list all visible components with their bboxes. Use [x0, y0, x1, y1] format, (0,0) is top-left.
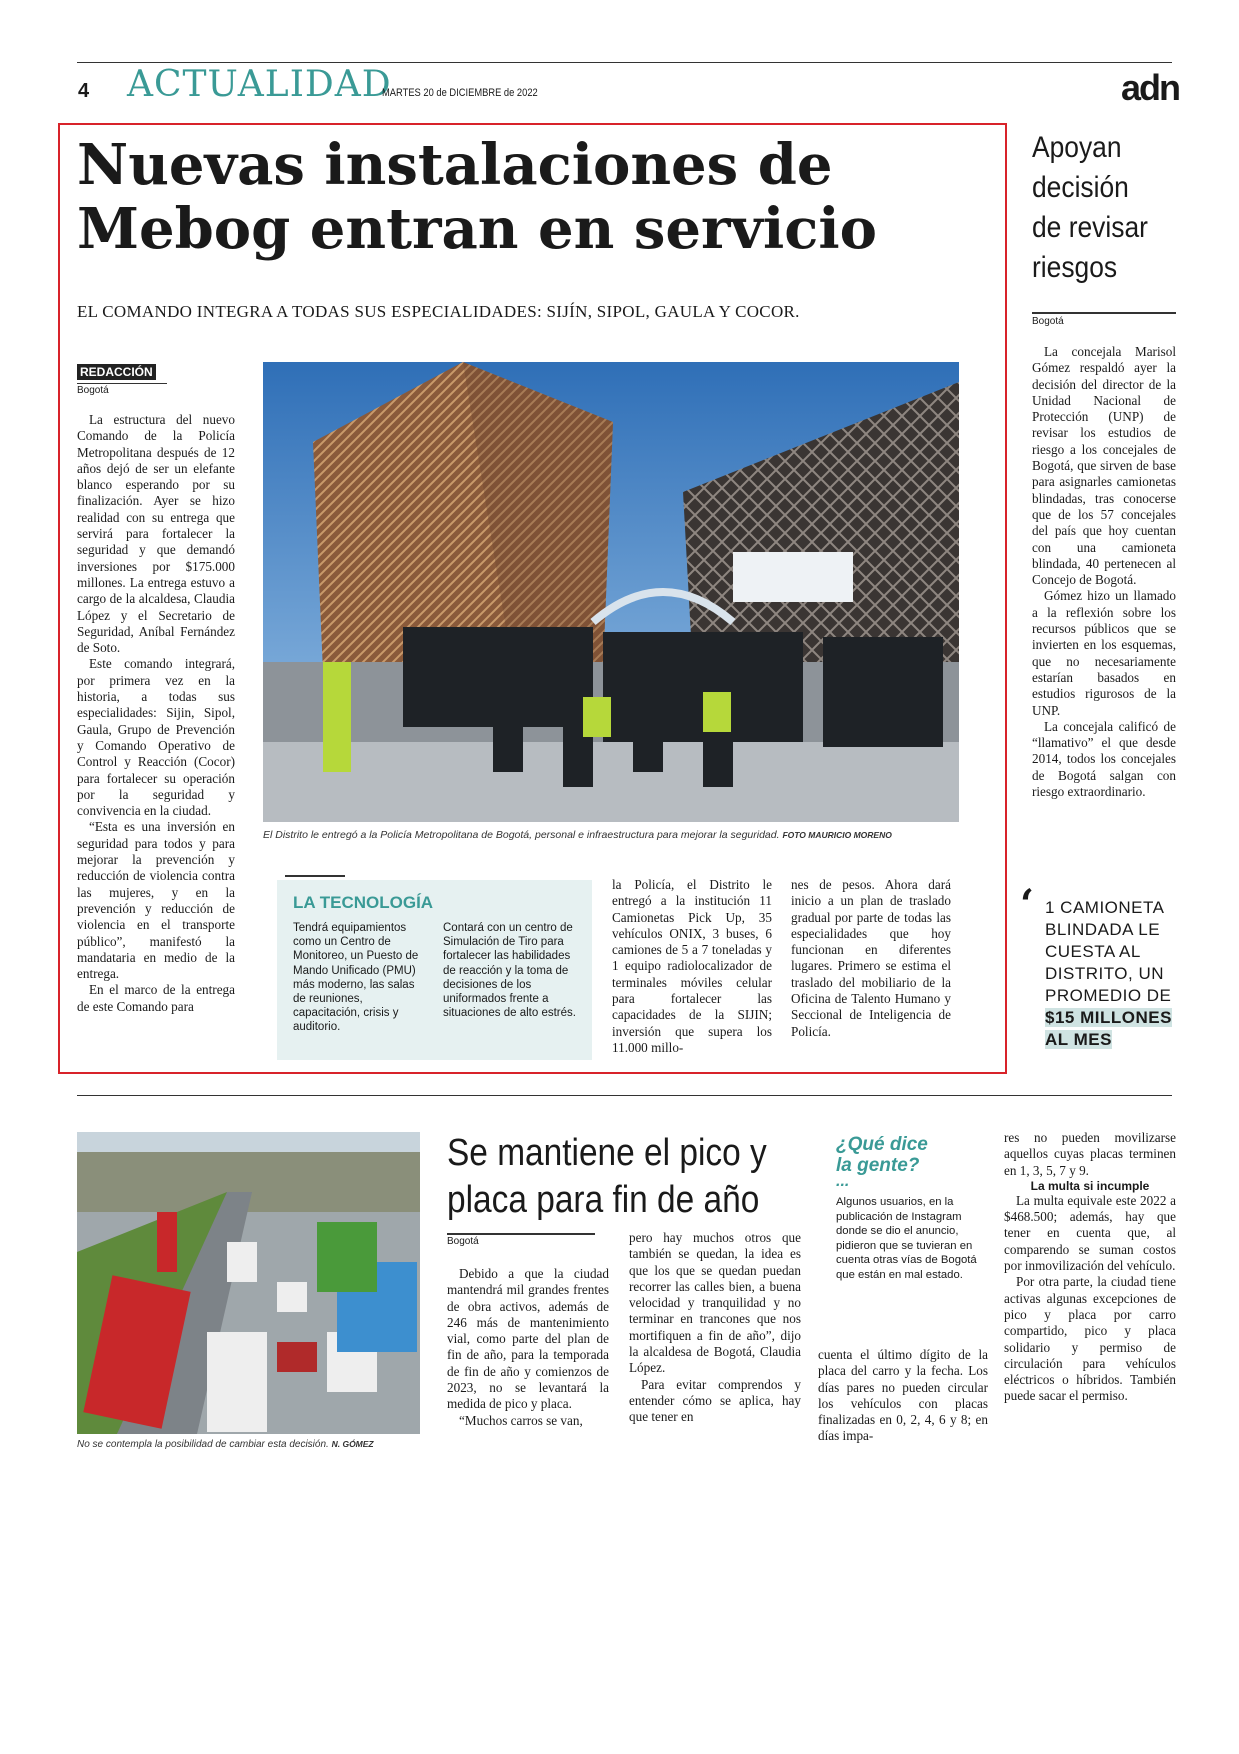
- paragraph: “Muchos carros se van,: [459, 1412, 583, 1428]
- second-column-2: [629, 1230, 801, 1426]
- byline: REDACCIÓN: [77, 364, 156, 380]
- technology-right-text: Contará con un centro de Simulación de Tiro para fortalecer las habilidades de reacción y la toma de decisiones de los uniformados frente a situaciones de alto estrés.: [443, 922, 576, 1020]
- second-column-1: [447, 1266, 609, 1429]
- main-column-3: la Policía, el Distrito le entregó a la institución 11 Camionetas Pick Up, 35 vehículos ONIX, 3 buses, 6 camiones de 5 a 7 toneladas y 1 equipo radiolocalizador de terminales móviles celular para fortalecer las capacidades de la SIJIN; inversión que supera los 11.000 millo-: [612, 877, 772, 1055]
- second-column-4: [1004, 1130, 1176, 1405]
- paragraph: Debido a que la ciudad mantendrá mil grandes frentes de obra activos, además de 246 más de mantenimiento vial, como parte del plan de fin de año, para la temporada de fin de año y comienzos de 2023, no se levantará la medida de pico y placa.: [447, 1266, 609, 1412]
- page-number: 4: [78, 80, 90, 102]
- paragraph: Por otra parte, la ciudad tiene activas algunas excepciones de pico y placa por carro compartido, pico y placa solidario y permiso de circulación para vehículos eléctricos o híbridos. También puede sacar el permiso.: [1004, 1274, 1176, 1404]
- people-say-title-line: ¿Qué dice: [836, 1134, 928, 1155]
- paragraph: res no pueden movilizarse aquellos cuyas placas terminen en 1, 3, 5, 7 y 9.: [1004, 1130, 1176, 1178]
- main-headline: [77, 133, 977, 261]
- paragraph: Este comando integrará, por primera vez en la historia, a todas sus especialidades: Sijin, Sipol, Gaula, Grupo de Prevención y Comando Operativo de Control y Reacción (Cocor) para fortalecer su operación por la seguridad y convivencia en la ciudad.: [77, 656, 235, 819]
- side-headline-line: riesgos: [1032, 251, 1118, 284]
- main-column-4: nes de pesos. Ahora dará inicio a un plan de traslado gradual por parte de todas las especialidades que hoy funcionan en diferentes lugares. Primero se estima el traslado del mobiliario de la Oficina de Talento Humano y Seccional de Inteligencia de Policía.: [791, 877, 951, 1039]
- paragraph: La concejala Marisol Gómez respaldó ayer la decisión del director de la Unidad Nacional de Protección (UNP) de revisar los estudios de riesgo a los concejales de Bogotá, que sirven de base para asignarles camionetas blindadas, tras conocerse que de los 57 concejales del país que hoy cuentan con una camioneta blindada, 40 pertenecen al Concejo de Bogotá.: [1032, 344, 1176, 588]
- pull-quote: [1045, 897, 1172, 1051]
- side-headline-line: de revisar: [1032, 211, 1148, 244]
- paragraph: Gómez hizo un llamado a la reflexión sobre los recursos públicos que se invierten en los esquemas, que no necesariamente estarían basados en estudios rigurosos de la UNP.: [1032, 588, 1176, 718]
- fine-subheading: La multa si incumple: [1030, 1178, 1150, 1193]
- people-say-title-line: la gente?: [836, 1155, 920, 1176]
- main-photo-caption: [263, 829, 963, 841]
- photo-credit: N. GÓMEZ: [331, 1439, 374, 1449]
- adn-logo: adn: [1120, 67, 1179, 108]
- people-say-text: Algunos usuarios, en la publicación de Instagram donde se dio el anuncio, pidieron que se tuvieran en cuenta otras vías de Bogotá que están en mal estado.: [836, 1196, 977, 1281]
- paragraph: La multa equivale este 2022 a $468.500; además, hay que tener en cuenta que, al comparendo se suman costos por inmovilización del vehículo.: [1004, 1192, 1176, 1274]
- second-headline: [447, 1130, 767, 1224]
- quote-line: DISTRITO, UN: [1045, 964, 1165, 983]
- main-headline-line1: Nuevas instalaciones de: [77, 132, 833, 198]
- second-location: Bogotá: [447, 1233, 595, 1247]
- byline-location: Bogotá: [77, 383, 167, 396]
- technology-left-text: Tendrá equipamientos como un Centro de Monitoreo, un Puesto de Mando Unificado (PMU) más moderno, las salas de reuniones, capacitación, crisis y auditorio.: [293, 922, 419, 1034]
- quote-highlight: AL MES: [1045, 1030, 1112, 1049]
- paragraph: Para evitar comprendos y entender cómo se aplica, hay que tener en: [629, 1376, 801, 1425]
- caption-text: El Distrito le entregó a la Policía Metropolitana de Bogotá, personal e infraestructura para mejorar la seguridad.: [263, 829, 780, 841]
- section-title: ACTUALIDAD: [127, 64, 392, 105]
- paragraph: La estructura del nuevo Comando de la Policía Metropolitana después de 12 años dejó de ser un elefante blanco esperando por su finalización. Ayer se hizo realidad con su entrega que servirá para fortalecer la seguridad y que demandó inversiones por $175.000 millones. La entrega estuvo a cargo de la alcaldesa, Claudia López y el Secretario de Seguridad, Aníbal Fernández de Soto.: [77, 412, 235, 656]
- caption-text: No se contempla la posibilidad de cambiar esta decisión.: [77, 1439, 329, 1450]
- traffic-photo: [77, 1132, 420, 1434]
- top-rule: [77, 62, 1172, 63]
- police-building-photo: [263, 362, 959, 822]
- quote-line: PROMEDIO DE: [1045, 986, 1172, 1005]
- people-say-dots: ...: [836, 1173, 850, 1190]
- side-headline-line: decisión: [1032, 171, 1129, 204]
- paragraph: En el marco de la entrega de este Comando para: [77, 982, 235, 1014]
- main-dek: EL COMANDO INTEGRA A TODAS SUS ESPECIALIDADES: SIJÍN, SIPOL, GAULA Y COCOR.: [77, 302, 800, 321]
- second-headline-line: placa para fin de año: [447, 1179, 760, 1221]
- second-headline-line: Se mantiene el pico y: [447, 1132, 767, 1174]
- side-location: Bogotá: [1032, 312, 1176, 327]
- paragraph: “Esta es una inversión en seguridad para todos y para mejorar la prevención y reducción de violencia contra las mujeres, y en la prevención y reducción de violencia en el transporte público”, manifestó la mandataria en medio de la entrega.: [77, 819, 235, 982]
- technology-title: LA TECNOLOGÍA: [293, 893, 434, 912]
- main-headline-line2: Mebog entran en servicio: [77, 196, 878, 262]
- section-divider: [77, 1095, 1172, 1096]
- technology-rule: [285, 875, 345, 877]
- side-headline: [1032, 128, 1148, 288]
- quote-highlight: $15 MILLONES: [1045, 1008, 1172, 1027]
- side-body: [1032, 344, 1176, 800]
- quote-line: BLINDADA LE: [1045, 920, 1161, 939]
- photo-credit: FOTO MAURICIO MORENO: [782, 830, 892, 840]
- traffic-photo-caption: [77, 1439, 427, 1450]
- side-headline-line: Apoyan: [1032, 131, 1122, 164]
- paragraph: pero hay muchos otros que también se quedan, la idea es que los que se quedan puedan recorrer las calles bien, a buena velocidad y tranquilidad y no terminar en trancones que nos mortifiquen a fin de año”, dijo la alcaldesa de Bogotá, Claudia López.: [629, 1230, 801, 1376]
- second-column-3: cuenta el último dígito de la placa del carro y la fecha. Los días pares no pueden circular los vehículos con placas finalizadas en 0, 2, 4, 6 y 8; en días impa-: [818, 1347, 988, 1444]
- issue-date: MARTES 20 de DICIEMBRE de 2022: [382, 87, 538, 99]
- main-column-1: [77, 412, 235, 1015]
- people-say-title: [836, 1134, 928, 1188]
- quote-line: 1 CAMIONETA: [1045, 898, 1165, 917]
- paragraph: La concejala calificó de “llamativo” el que desde 2014, todos los concejales de Bogotá salgan con riesgo extraordinario.: [1032, 718, 1176, 800]
- quote-line: CUESTA AL: [1045, 942, 1141, 961]
- quote-mark-icon: ‘: [1020, 881, 1034, 928]
